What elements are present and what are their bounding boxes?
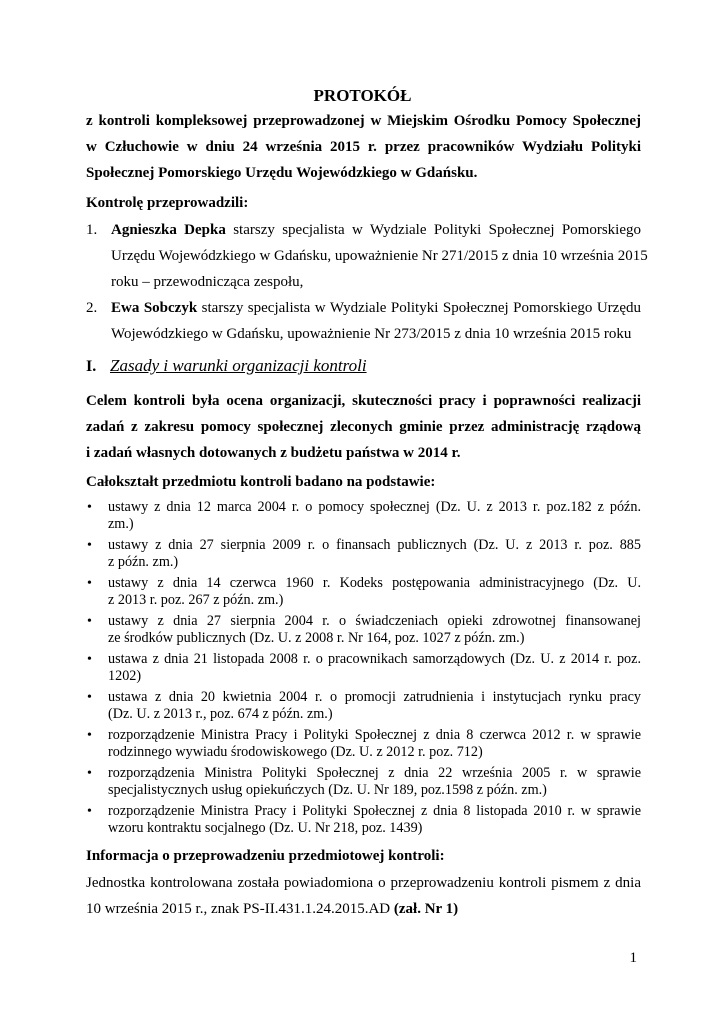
list-item-line: z późn. zm.) — [108, 554, 179, 570]
basis-list — [86, 499, 641, 841]
list-item — [86, 613, 641, 647]
intro-line: z kontroli kompleksowej przeprowadzonej w Miejskim Ośrodku Pomocy Społecznej — [86, 113, 641, 129]
bullet-icon: • — [87, 804, 92, 819]
bullet-icon: • — [87, 614, 92, 629]
list-item-line: ustawy z dnia 14 czerwca 1960 r. Kodeks postępowania administracyjnego (Dz. U. — [108, 575, 641, 591]
list-item — [86, 537, 641, 571]
intro-paragraph — [86, 108, 641, 186]
list-item — [86, 765, 641, 799]
page-number: 1 — [629, 950, 637, 966]
controller-item — [86, 217, 648, 295]
list-number: 1. — [86, 222, 98, 238]
controller-description: starszy specjalista w Wydziale Polityki Społecznej Pomorskiego — [225, 222, 641, 238]
info-paragraph — [86, 870, 641, 922]
intro-line: w Człuchowie w dniu 24 września 2015 r. przez pracowników Wydziału Polityki — [86, 139, 641, 155]
list-item-line: ustawy z dnia 27 sierpnia 2009 r. o finansach publicznych (Dz. U. z 2013 r. poz. 885 — [108, 537, 641, 553]
list-item — [86, 689, 641, 723]
list-item-line: (Dz. U. z 2013 r., poz. 674 z późn. zm.) — [108, 706, 333, 722]
controller-first-line — [111, 217, 641, 243]
goal-line: Celem kontroli była ocena organizacji, skuteczności pracy i poprawności realizacji — [86, 393, 641, 409]
list-number: 2. — [86, 300, 98, 316]
info-reference: 10 września 2015 r., znak PS-II.431.1.24.2015.AD — [86, 901, 394, 917]
list-item-line: rozporządzenie Ministra Pracy i Polityki Społecznej z dnia 8 listopada 2010 r. w sprawie — [108, 803, 641, 819]
list-item — [86, 499, 641, 533]
bullet-icon: • — [87, 766, 92, 781]
controller-name: Agnieszka Depka — [111, 222, 226, 238]
list-item-line: wzoru kontraktu socjalnego (Dz. U. Nr 218, poz. 1439) — [108, 820, 423, 836]
info-heading: Informacja o przeprowadzeniu przedmiotowej kontroli: — [86, 848, 445, 864]
bullet-icon: • — [87, 538, 92, 553]
list-item — [86, 651, 641, 685]
list-item-line: specjalistycznych usług opiekuńczych (Dz. U. Nr 189, poz.1598 z późn. zm.) — [108, 782, 547, 798]
controllers-heading: Kontrolę przeprowadzili: — [86, 195, 249, 211]
bullet-icon: • — [87, 728, 92, 743]
list-item-line: rodzinnego wywiadu środowiskowego (Dz. U. z 2012 r. poz. 712) — [108, 744, 483, 760]
list-item — [86, 727, 641, 761]
info-line: Jednostka kontrolowana została powiadomiona o przeprowadzeniu kontroli pismem z dnia — [86, 875, 641, 891]
goal-line: i zadań własnych dotowanych z budżetu państwa w 2014 r. — [86, 445, 461, 461]
list-item-line: ustawy z dnia 12 marca 2004 r. o pomocy społecznej (Dz. U. z 2013 r. poz.182 z późn. — [108, 499, 641, 515]
list-item-line: zm.) — [108, 516, 134, 532]
section-heading — [86, 356, 367, 376]
document-title: PROTOKÓŁ — [313, 86, 412, 105]
intro-line: Społecznej Pomorskiego Urzędu Wojewódzkiego w Gdańsku. — [86, 165, 478, 181]
controllers-list — [86, 217, 648, 347]
basis-heading: Całokształt przedmiotu kontroli badano na podstawie: — [86, 474, 436, 490]
goal-paragraph — [86, 388, 641, 466]
list-item-line: 1202) — [108, 668, 142, 684]
controller-name: Ewa Sobczyk — [111, 300, 198, 316]
bullet-icon: • — [87, 500, 92, 515]
bullet-icon: • — [87, 690, 92, 705]
list-item-line: ustawy z dnia 27 sierpnia 2004 r. o świadczeniach opieki zdrowotnej finansowanej — [108, 613, 641, 629]
list-item-line: rozporządzenia Ministra Polityki Społecznej z dnia 22 września 2005 r. w sprawie — [108, 765, 641, 781]
list-item-line: ustawa z dnia 21 listopada 2008 r. o pracownikach samorządowych (Dz. U. z 2014 r. poz. — [108, 651, 641, 667]
info-line-2 — [86, 896, 641, 922]
bullet-icon: • — [87, 576, 92, 591]
list-item — [86, 575, 641, 609]
controller-line: Urzędu Wojewódzkiego w Gdańsku, upoważnienie Nr 271/2015 z dnia 10 września 2015 — [111, 248, 648, 264]
controller-line: roku – przewodnicząca zespołu, — [111, 274, 304, 290]
goal-line: zadań z zakresu pomocy społecznej zleconych gminie przez administrację rządową — [86, 419, 641, 435]
attachment-reference: (zał. Nr 1) — [393, 901, 459, 917]
section-number: I. — [86, 358, 97, 375]
list-item — [86, 803, 641, 837]
list-item-line: ze środków publicznych (Dz. U. z 2008 r. Nr 164, poz. 1027 z późn. zm.) — [108, 630, 525, 646]
list-item-line: ustawa z dnia 20 kwietnia 2004 r. o promocji zatrudnienia i instytucjach rynku pracy — [108, 689, 641, 705]
controller-line: Wojewódzkiego w Gdańsku, upoważnienie Nr 273/2015 z dnia 10 września 2015 roku — [111, 326, 632, 342]
controller-first-line — [111, 295, 641, 321]
controller-item — [86, 295, 641, 347]
controller-description: starszy specjalista w Wydziale Polityki Społecznej Pomorskiego Urzędu — [197, 300, 641, 316]
list-item-line: rozporządzenie Ministra Pracy i Polityki Społecznej z dnia 8 czerwca 2012 r. w sprawie — [108, 727, 641, 743]
section-title: Zasady i warunki organizacji kontroli — [110, 356, 367, 375]
list-item-line: z 2013 r. poz. 267 z późn. zm.) — [108, 592, 284, 608]
bullet-icon: • — [87, 652, 92, 667]
